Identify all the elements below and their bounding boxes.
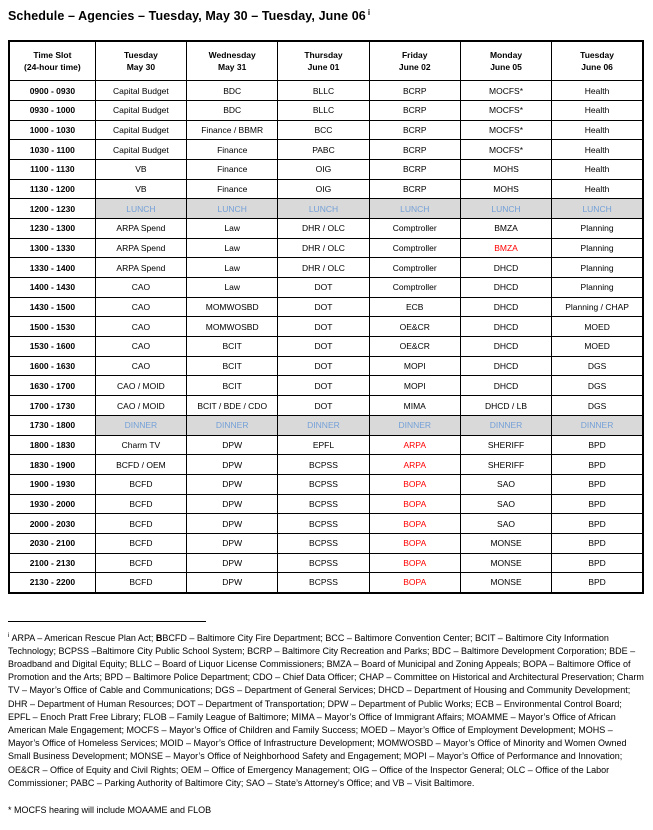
schedule-cell: DOT [278,356,369,376]
time-cell: 1830 - 1900 [9,455,95,475]
schedule-cell: DPW [187,494,278,514]
schedule-cell: OIG [278,179,369,199]
schedule-cell: Finance [187,159,278,179]
schedule-cell: Capital Budget [95,81,186,101]
schedule-cell: DHCD [460,258,551,278]
table-row [9,218,643,238]
table-row [9,494,643,514]
schedule-cell: EPFL [278,435,369,455]
schedule-cell: Law [187,258,278,278]
time-cell: 1100 - 1130 [9,159,95,179]
time-cell: 2130 - 2200 [9,573,95,593]
time-cell: 1930 - 2000 [9,494,95,514]
schedule-cell: CAO [95,297,186,317]
time-cell: 1300 - 1330 [9,238,95,258]
schedule-cell: ARPA Spend [95,218,186,238]
table-row [9,356,643,376]
schedule-cell: DHCD [460,278,551,298]
schedule-cell: DGS [552,376,643,396]
schedule-cell: DGS [552,396,643,416]
header-row [9,41,643,81]
schedule-cell: DINNER [95,415,186,435]
table-row [9,337,643,357]
schedule-cell: MOMWOSBD [187,317,278,337]
time-cell: 1530 - 1600 [9,337,95,357]
schedule-cell: MOED [552,317,643,337]
schedule-cell: MOCFS* [460,120,551,140]
schedule-cell: DGS [552,356,643,376]
schedule-cell: DINNER [460,415,551,435]
table-row [9,120,643,140]
time-cell: 0930 - 1000 [9,100,95,120]
header-day-name: Tuesday [123,50,158,61]
schedule-cell: Law [187,218,278,238]
schedule-cell: Capital Budget [95,120,186,140]
schedule-cell: BCIT [187,376,278,396]
schedule-cell: MONSE [460,573,551,593]
table-row [9,415,643,435]
table-row [9,140,643,160]
header-time-line2: (24-hour time) [24,62,81,73]
time-cell: 1500 - 1530 [9,317,95,337]
mocfs-asterisk-note: * MOCFS hearing will include MOAAME and FLOB [8,804,212,815]
schedule-cell: BCFD / OEM [95,455,186,475]
header-day-tue-jun06 [552,41,643,81]
schedule-cell: Capital Budget [95,140,186,160]
schedule-cell: BCPSS [278,514,369,534]
time-cell: 1000 - 1030 [9,120,95,140]
schedule-cell: BOPA [369,474,460,494]
schedule-cell: ARPA Spend [95,238,186,258]
table-row [9,81,643,101]
schedule-cell: Planning / CHAP [552,297,643,317]
schedule-cell: LUNCH [460,199,551,219]
schedule-cell: BOPA [369,494,460,514]
time-cell: 1130 - 1200 [9,179,95,199]
header-day-name: Thursday [304,50,343,61]
header-day-name: Monday [489,50,523,61]
schedule-cell: MOMWOSBD [187,297,278,317]
time-cell: 1730 - 1800 [9,415,95,435]
header-day-mon-jun05 [460,41,551,81]
schedule-cell: MOCFS* [460,81,551,101]
schedule-cell: DOT [278,278,369,298]
time-cell: 0900 - 0930 [9,81,95,101]
schedule-cell: DHCD [460,356,551,376]
schedule-cell: MONSE [460,553,551,573]
header-day-name: Friday [401,50,428,61]
header-day-thu-jun01 [278,41,369,81]
schedule-cell: DOT [278,396,369,416]
schedule-cell: BCRP [369,120,460,140]
schedule-cell: Charm TV [95,435,186,455]
table-row [9,376,643,396]
header-day-date: June 05 [490,62,522,73]
schedule-cell: Health [552,120,643,140]
schedule-cell: LUNCH [95,199,186,219]
header-day-wed-may31 [187,41,278,81]
schedule-cell: BLLC [278,100,369,120]
schedule-cell: BCFD [95,514,186,534]
footnote-text-part1: ARPA – American Rescue Plan Act; [11,632,156,643]
table-row [9,238,643,258]
schedule-cell: MOHS [460,179,551,199]
table-row [9,514,643,534]
time-cell: 1800 - 1830 [9,435,95,455]
schedule-cell: DOT [278,317,369,337]
time-cell: 2030 - 2100 [9,533,95,553]
schedule-cell: BOPA [369,553,460,573]
time-cell: 1900 - 1930 [9,474,95,494]
schedule-cell: LUNCH [552,199,643,219]
header-day-fri-jun02 [369,41,460,81]
schedule-cell: Comptroller [369,238,460,258]
schedule-cell: OE&CR [369,337,460,357]
schedule-cell: DPW [187,553,278,573]
schedule-cell: DHCD [460,317,551,337]
schedule-cell: Law [187,278,278,298]
footnote-text-part2: BCFD – Baltimore City Fire Department; BCC – Baltimore Convention Center; BCIT – Baltimore City Information Technology; BCPSS –Baltimore City Public School System; BCRP – Baltimore City Recreation and Parks; BDC – Baltimore Development Corporation; BDE – Broadband and Digital Equity; BLLC – Board of Liquor License Commissioners; BMZA – Board of Municipal and Zoning Appeals; BOPA – Baltimore Office of Promotion and the Arts; BPD – Baltimore Police Department; CDO – Chief Data Officer; CHAP – Committee on Historical and Architectural Preservation; Charm TV – Mayor’s Office of Cable and Communications; DGS – Department of General Services; DHCD – Department of Housing and Community Development; DHR – Department of Human Resources; DOT – Department of Transportation; DPW – Department of Public Works; ECB – Environmental Control Board; EPFL – Enoch Pratt Free Library; FLOB – Family League of Baltimore; MIMA – Mayor’s Office of Immigrant Affairs; MOAMME – Mayor’s Office of African American Male Engagement; MOCFS – Mayor’s Office of Children and Family Success; MOED – Mayor’s Office of Employment Development; MOHS – Mayor’s Office of Homeless Services; MOID – Mayor’s Office of Infrastructure Development; MOMWOSBD – Mayor’s Office of Minority and Women Owned Small Business Development; MONSE – Mayor’s Office of Neighborhood Safety and Engagement; MOPI – Mayor’s Office of Performance and Innovation; OE&CR – Office of Equity and Civil Rights; OEM – Office of Emergency Management; OIG – Office of the Inspector General; OLC – Office of the Labor Commissioner; PABC – Parking Authority of Baltimore City; SAO – State’s Attorney’s Office; and VB – Visit Baltimore. [8,632,644,788]
schedule-cell: SAO [460,474,551,494]
schedule-cell: OIG [278,159,369,179]
schedule-cell: DPW [187,435,278,455]
schedule-cell: MONSE [460,533,551,553]
schedule-cell: BCRP [369,159,460,179]
schedule-cell: BPD [552,514,643,534]
schedule-cell: Comptroller [369,278,460,298]
header-day-name: Tuesday [580,50,615,61]
header-day-date: June 06 [581,62,613,73]
schedule-cell: ARPA [369,455,460,475]
schedule-cell: DPW [187,514,278,534]
schedule-cell: BMZA [460,218,551,238]
schedule-cell: Health [552,179,643,199]
schedule-cell: ARPA [369,435,460,455]
schedule-cell: DHCD [460,337,551,357]
schedule-cell: DPW [187,573,278,593]
header-day-name: Wednesday [208,50,256,61]
footnote-legend [8,629,645,790]
schedule-cell: DHR / OLC [278,218,369,238]
schedule-cell: BCPSS [278,474,369,494]
schedule-cell: BCFD [95,494,186,514]
table-row [9,100,643,120]
time-cell: 2000 - 2030 [9,514,95,534]
schedule-cell: Health [552,81,643,101]
header-day-date: June 02 [398,62,431,73]
schedule-cell: DPW [187,533,278,553]
schedule-cell: MOCFS* [460,100,551,120]
schedule-cell: LUNCH [278,199,369,219]
schedule-cell: BCPSS [278,533,369,553]
schedule-cell: BPD [552,533,643,553]
schedule-cell: ARPA Spend [95,258,186,278]
schedule-cell: BCPSS [278,573,369,593]
schedule-cell: Health [552,100,643,120]
schedule-cell: Health [552,159,643,179]
time-cell: 1700 - 1730 [9,396,95,416]
header-day-date: May 30 [126,62,156,73]
schedule-cell: BCRP [369,100,460,120]
schedule-cell: Finance [187,140,278,160]
time-cell: 1230 - 1300 [9,218,95,238]
schedule-cell: BPD [552,455,643,475]
schedule-cell: BCFD [95,573,186,593]
schedule-cell: ECB [369,297,460,317]
table-row [9,278,643,298]
schedule-cell: BCFD [95,474,186,494]
table-row [9,573,643,593]
time-cell: 2100 - 2130 [9,553,95,573]
schedule-table [8,40,644,593]
time-cell: 1600 - 1630 [9,356,95,376]
schedule-cell: DPW [187,474,278,494]
time-cell: 1400 - 1430 [9,278,95,298]
header-day-date: June 01 [307,62,340,73]
header-time-slot [9,41,95,81]
schedule-cell: DOT [278,337,369,357]
table-row [9,455,643,475]
table-row [9,435,643,455]
schedule-cell: BCFD [95,553,186,573]
schedule-cell: DHR / OLC [278,258,369,278]
table-row [9,317,643,337]
schedule-body [9,81,643,593]
schedule-cell: BPD [552,474,643,494]
schedule-cell: SAO [460,514,551,534]
schedule-cell: BCIT [187,356,278,376]
schedule-cell: Health [552,140,643,160]
time-cell: 1200 - 1230 [9,199,95,219]
schedule-cell: DOT [278,376,369,396]
schedule-cell: SHERIFF [460,455,551,475]
header-time-line1: Time Slot [33,50,72,61]
schedule-cell: DINNER [187,415,278,435]
schedule-cell: MOCFS* [460,140,551,160]
schedule-cell: OE&CR [369,317,460,337]
schedule-cell: DHCD [460,297,551,317]
title-footnote-marker: i [367,8,371,17]
page-title [8,8,645,23]
table-row [9,533,643,553]
schedule-cell: SAO [460,494,551,514]
schedule-cell: VB [95,179,186,199]
schedule-cell: Planning [552,218,643,238]
schedule-cell: BPD [552,553,643,573]
footnote-separator [8,621,206,622]
footnote-bold-b: B [155,632,163,643]
schedule-cell: CAO / MOID [95,396,186,416]
schedule-cell: Law [187,238,278,258]
header-day-date: May 31 [218,62,247,73]
schedule-cell: MIMA [369,396,460,416]
schedule-cell: Comptroller [369,258,460,278]
header-day-tue-may30 [95,41,186,81]
schedule-cell: BCC [278,120,369,140]
schedule-cell: PABC [278,140,369,160]
schedule-cell: BCRP [369,81,460,101]
schedule-cell: Planning [552,278,643,298]
table-row [9,159,643,179]
page-title-text: Schedule – Agencies – Tuesday, May 30 – Tuesday, June 06 [8,9,366,24]
table-row [9,258,643,278]
schedule-cell: MOED [552,337,643,357]
schedule-cell: BCRP [369,140,460,160]
schedule-cell: DHCD / LB [460,396,551,416]
schedule-cell: DINNER [552,415,643,435]
table-row [9,396,643,416]
schedule-cell: BMZA [460,238,551,258]
schedule-cell: BLLC [278,81,369,101]
schedule-cell: BCPSS [278,494,369,514]
schedule-cell: BDC [187,81,278,101]
schedule-cell: DINNER [369,415,460,435]
schedule-cell: CAO [95,337,186,357]
table-row [9,179,643,199]
schedule-cell: MOHS [460,159,551,179]
schedule-cell: BCFD [95,533,186,553]
schedule-cell: DHR / OLC [278,238,369,258]
schedule-cell: BCIT [187,337,278,357]
table-row [9,297,643,317]
schedule-cell: Comptroller [369,218,460,238]
schedule-cell: BPD [552,494,643,514]
schedule-cell: BCRP [369,179,460,199]
schedule-cell: Capital Budget [95,100,186,120]
schedule-cell: BDC [187,100,278,120]
time-cell: 1330 - 1400 [9,258,95,278]
schedule-cell: Planning [552,238,643,258]
schedule-cell: CAO / MOID [95,376,186,396]
time-cell: 1030 - 1100 [9,140,95,160]
time-cell: 1630 - 1700 [9,376,95,396]
schedule-cell: DPW [187,455,278,475]
schedule-cell: BPD [552,435,643,455]
schedule-cell: BCIT / BDE / CDO [187,396,278,416]
schedule-cell: VB [95,159,186,179]
table-row [9,553,643,573]
table-row [9,199,643,219]
schedule-cell: Finance [187,179,278,199]
schedule-cell: BPD [552,573,643,593]
schedule-cell: DHCD [460,376,551,396]
schedule-cell: LUNCH [187,199,278,219]
schedule-cell: BOPA [369,514,460,534]
schedule-cell: BOPA [369,573,460,593]
table-row [9,474,643,494]
schedule-cell: CAO [95,356,186,376]
schedule-cell: LUNCH [369,199,460,219]
schedule-cell: BOPA [369,533,460,553]
schedule-cell: DOT [278,297,369,317]
schedule-cell: MOPI [369,376,460,396]
schedule-cell: CAO [95,317,186,337]
schedule-cell: Finance / BBMR [187,120,278,140]
schedule-cell: DINNER [278,415,369,435]
schedule-cell: BCPSS [278,455,369,475]
schedule-cell: BCPSS [278,553,369,573]
time-cell: 1430 - 1500 [9,297,95,317]
schedule-cell: Planning [552,258,643,278]
footnote-marker: i [8,631,10,639]
schedule-cell: CAO [95,278,186,298]
schedule-cell: MOPI [369,356,460,376]
schedule-cell: SHERIFF [460,435,551,455]
